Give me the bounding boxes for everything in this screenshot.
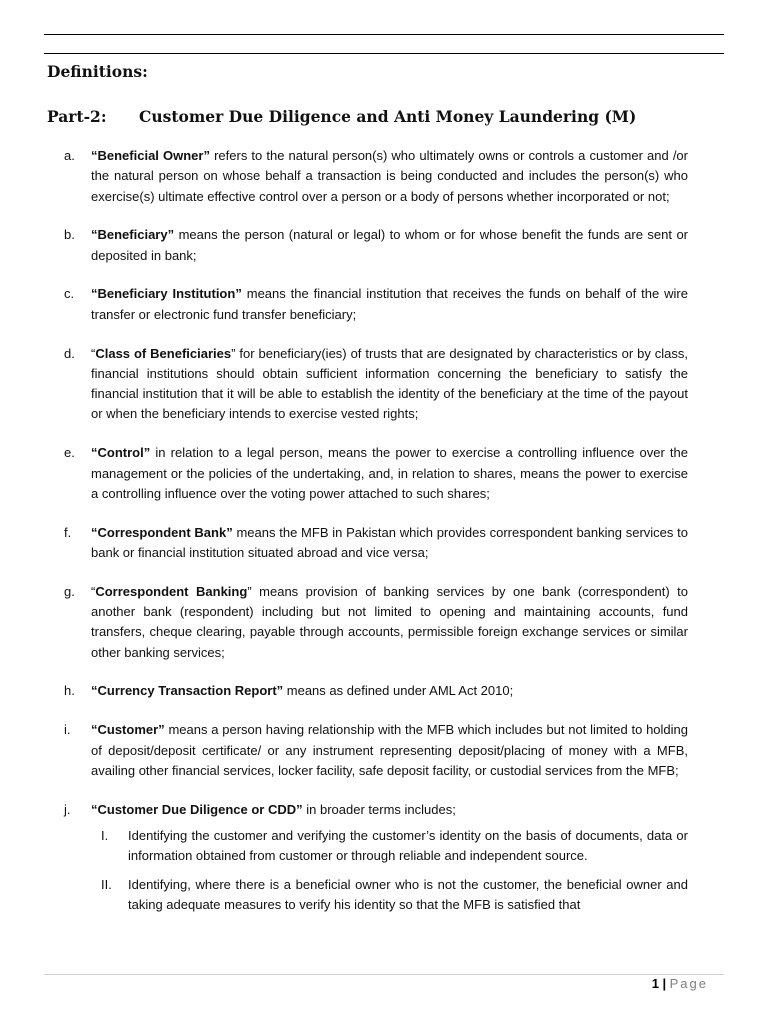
page-label: Page — [669, 976, 708, 991]
term-open-quote: “ — [91, 345, 96, 361]
defined-term: “Customer” — [91, 722, 165, 738]
item-marker: a. — [64, 148, 75, 163]
definition-text: means as defined under AML Act 2010; — [283, 683, 514, 699]
item-marker: i. — [64, 722, 71, 738]
term-close-quote: ” — [247, 583, 252, 599]
definitions-heading: Definitions: — [47, 62, 148, 81]
defined-term: “Beneficiary” — [91, 227, 175, 243]
page-footer — [652, 976, 708, 991]
part-heading — [47, 107, 727, 126]
item-marker: f. — [64, 524, 72, 540]
header-rule-top — [44, 34, 724, 35]
item-marker: d. — [64, 345, 75, 361]
definition-text: for beneficiary(ies) of trusts that are designated by characteristics or by class, financial institutions should obtain sufficient information concerning the beneficiary to satisfy the financial institution that it will be able to establish the identity of the beneficiary at the time of the payout or when the beneficiary intends to exercise vested rights; — [91, 345, 688, 422]
definition-text: refers to the natural person(s) who ultimately owns or controls a customer and /or the natural person on whose behalf a transaction is being conducted and includes the person(s) who exercise(s) ultimate effective control over a person or a body of persons whether incorporated or not; — [91, 148, 688, 204]
definition-text: in relation to a legal person, means the power to exercise a controlling influence over the management or the policies of the undertaking, and, in relation to shares, means the power to exercise a controlling influence over the voting power attached to such shares; — [91, 445, 688, 501]
defined-term: “Currency Transaction Report” — [91, 683, 284, 699]
definition-text: means the MFB in Pakistan which provides correspondent banking services to bank or financial institution situated abroad and vice versa; — [91, 524, 689, 560]
defined-term: “Beneficiary Institution” — [91, 286, 242, 302]
item-marker: b. — [64, 227, 75, 243]
sub-item-text: Identifying, where there is a beneficial owner who is not the customer, the beneficial owner and taking adequate measures to verify his identity so that the MFB is satisfied that — [128, 876, 688, 912]
definition-text: means provision of banking services by one bank (correspondent) to another bank (respondent) including but not limited to opening and maintaining accounts, fund transfers, cheque clearing, payable through accounts, permissible foreign exchange services or similar other banking services; — [91, 583, 688, 660]
sub-item-marker: II. — [101, 876, 112, 892]
footer-rule — [44, 974, 724, 975]
defined-term: “Control” — [91, 445, 151, 461]
sub-item — [91, 875, 688, 916]
sub-item-marker: I. — [101, 827, 109, 843]
definition-item — [0, 582, 688, 663]
definition-item — [0, 225, 688, 266]
definitions-list — [0, 146, 768, 934]
defined-term: Correspondent Banking — [95, 583, 248, 599]
definition-text: in broader terms includes; — [302, 801, 456, 817]
defined-term: “Beneficial Owner” — [91, 148, 210, 163]
definition-item — [0, 523, 688, 564]
definition-item — [0, 344, 688, 425]
definition-item — [0, 443, 688, 504]
definition-item — [0, 284, 688, 325]
defined-term: “Correspondent Bank” — [91, 524, 233, 540]
definition-text: means the person (natural or legal) to whom or for whose benefit the funds are sent or deposited in bank; — [91, 227, 688, 263]
part-title: Customer Due Diligence and Anti Money Laundering (M) — [139, 107, 637, 126]
sub-item — [91, 826, 688, 867]
page-number: 1 — [651, 976, 660, 991]
definition-item — [0, 146, 688, 207]
item-marker: c. — [64, 286, 75, 302]
sub-item-text: Identifying the customer and verifying the customer’s identity on the basis of documents, data or information obtained from customer or through reliable and independent source. — [128, 827, 688, 864]
part-number: Part-2: — [47, 107, 107, 126]
item-marker: j. — [64, 801, 71, 817]
definition-text: means the financial institution that receives the funds on behalf of the wire transfer or electronic fund transfer beneficiary; — [91, 286, 688, 322]
defined-term: Class of Beneficiaries — [95, 345, 232, 361]
definition-text: means a person having relationship with the MFB which includes but not limited to holding of deposit/deposit certificate/ or any instrument representing deposit/placing of money with a MFB, availing other financial services, locker facility, safe deposit facility, or custodial services from the MFB; — [91, 722, 688, 778]
defined-term: “Customer Due Diligence or CDD” — [91, 801, 303, 817]
header-rule-bottom — [44, 53, 724, 54]
term-close-quote: ” — [231, 345, 236, 361]
definition-item — [0, 681, 688, 701]
item-marker: g. — [64, 583, 75, 599]
item-marker: h. — [64, 683, 75, 699]
cdd-sublist — [91, 826, 688, 915]
definition-item — [0, 800, 688, 915]
item-marker: e. — [64, 445, 75, 461]
definition-item — [0, 720, 688, 781]
page-separator: | — [662, 976, 667, 991]
term-open-quote: “ — [91, 583, 96, 599]
